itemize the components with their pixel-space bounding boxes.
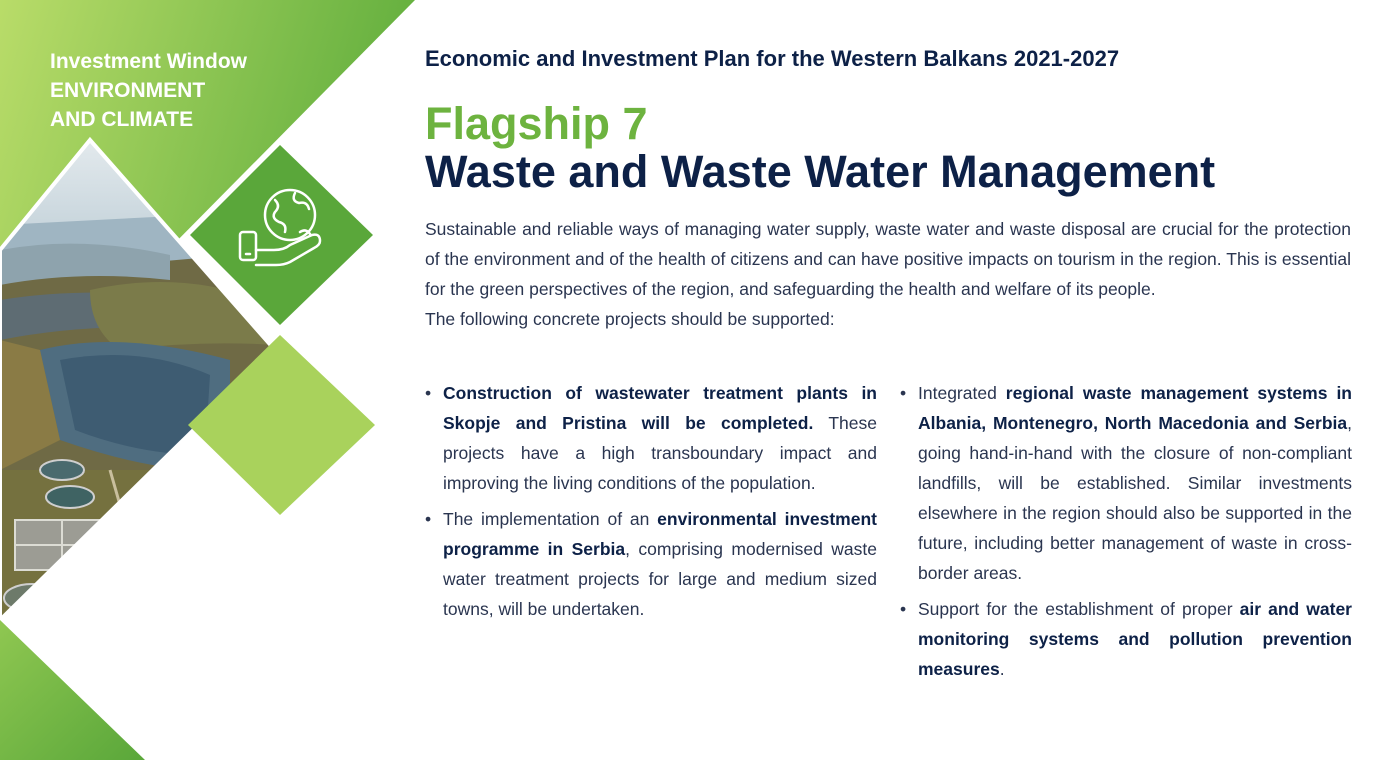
bullet-emphasis: environmental investment programme in Serbia (443, 509, 877, 559)
intro-paragraph: Sustainable and reliable ways of managing water supply, waste water and waste disposal are crucial for the protection of the environment and of the health of citizens and can have positive impacts on tourism in the region. This is essential for the green perspectives of the region, and safeguarding the health and welfare of its people. (425, 219, 1351, 299)
list-item: • Support for the establishment of proper air and water monitoring systems and pollution prevention measures. (900, 594, 1352, 684)
bullet-emphasis: Construction of wastewater treatment plants in Skopje and Pristina will be completed. (443, 383, 877, 433)
bullet-icon: • (900, 599, 907, 619)
flagship-number: Flagship 7 (425, 98, 648, 149)
intro-text (425, 214, 1351, 334)
bullet-emphasis: regional waste management systems in Albania, Montenegro, North Macedonia and Serbia (918, 383, 1352, 433)
bullet-icon: • (900, 383, 907, 403)
bullet-icon: • (425, 509, 432, 529)
and-climate-line: AND CLIMATE (50, 108, 194, 131)
intro-lead: The following concrete projects should be supported: (425, 309, 835, 329)
list-item: • Integrated regional waste management systems in Albania, Montenegro, North Macedonia and Serbia, going hand-in-hand with the closure of non-compliant landfills, will be established. Similar investments elsewhere in the region should also be supported in the future, including better management of waste in cross-border areas. (900, 378, 1352, 588)
bullet-emphasis: air and water monitoring systems and pollution prevention measures (918, 599, 1352, 679)
list-item: • Construction of wastewater treatment plants in Skopje and Pristina will be completed. These projects have a high transboundary impact and improving the living conditions of the population. (425, 378, 877, 498)
bullet-icon: • (425, 383, 432, 403)
left-column (425, 378, 877, 630)
plan-kicker: Economic and Investment Plan for the Western Balkans 2021-2027 (425, 46, 1120, 71)
right-column (900, 378, 1352, 690)
investment-window-line: Investment Window (50, 50, 247, 73)
bottom-green-band (0, 620, 145, 760)
bullet-list-left (425, 378, 877, 624)
bullet-list-right (900, 378, 1352, 684)
list-item: • The implementation of an environmental investment programme in Serbia, comprising modernised waste water treatment projects for large and medium sized towns, will be undertaken. (425, 504, 877, 624)
page-title: Waste and Waste Water Management (425, 146, 1216, 197)
environment-line: ENVIRONMENT (50, 79, 206, 102)
investment-window-label (50, 47, 247, 134)
